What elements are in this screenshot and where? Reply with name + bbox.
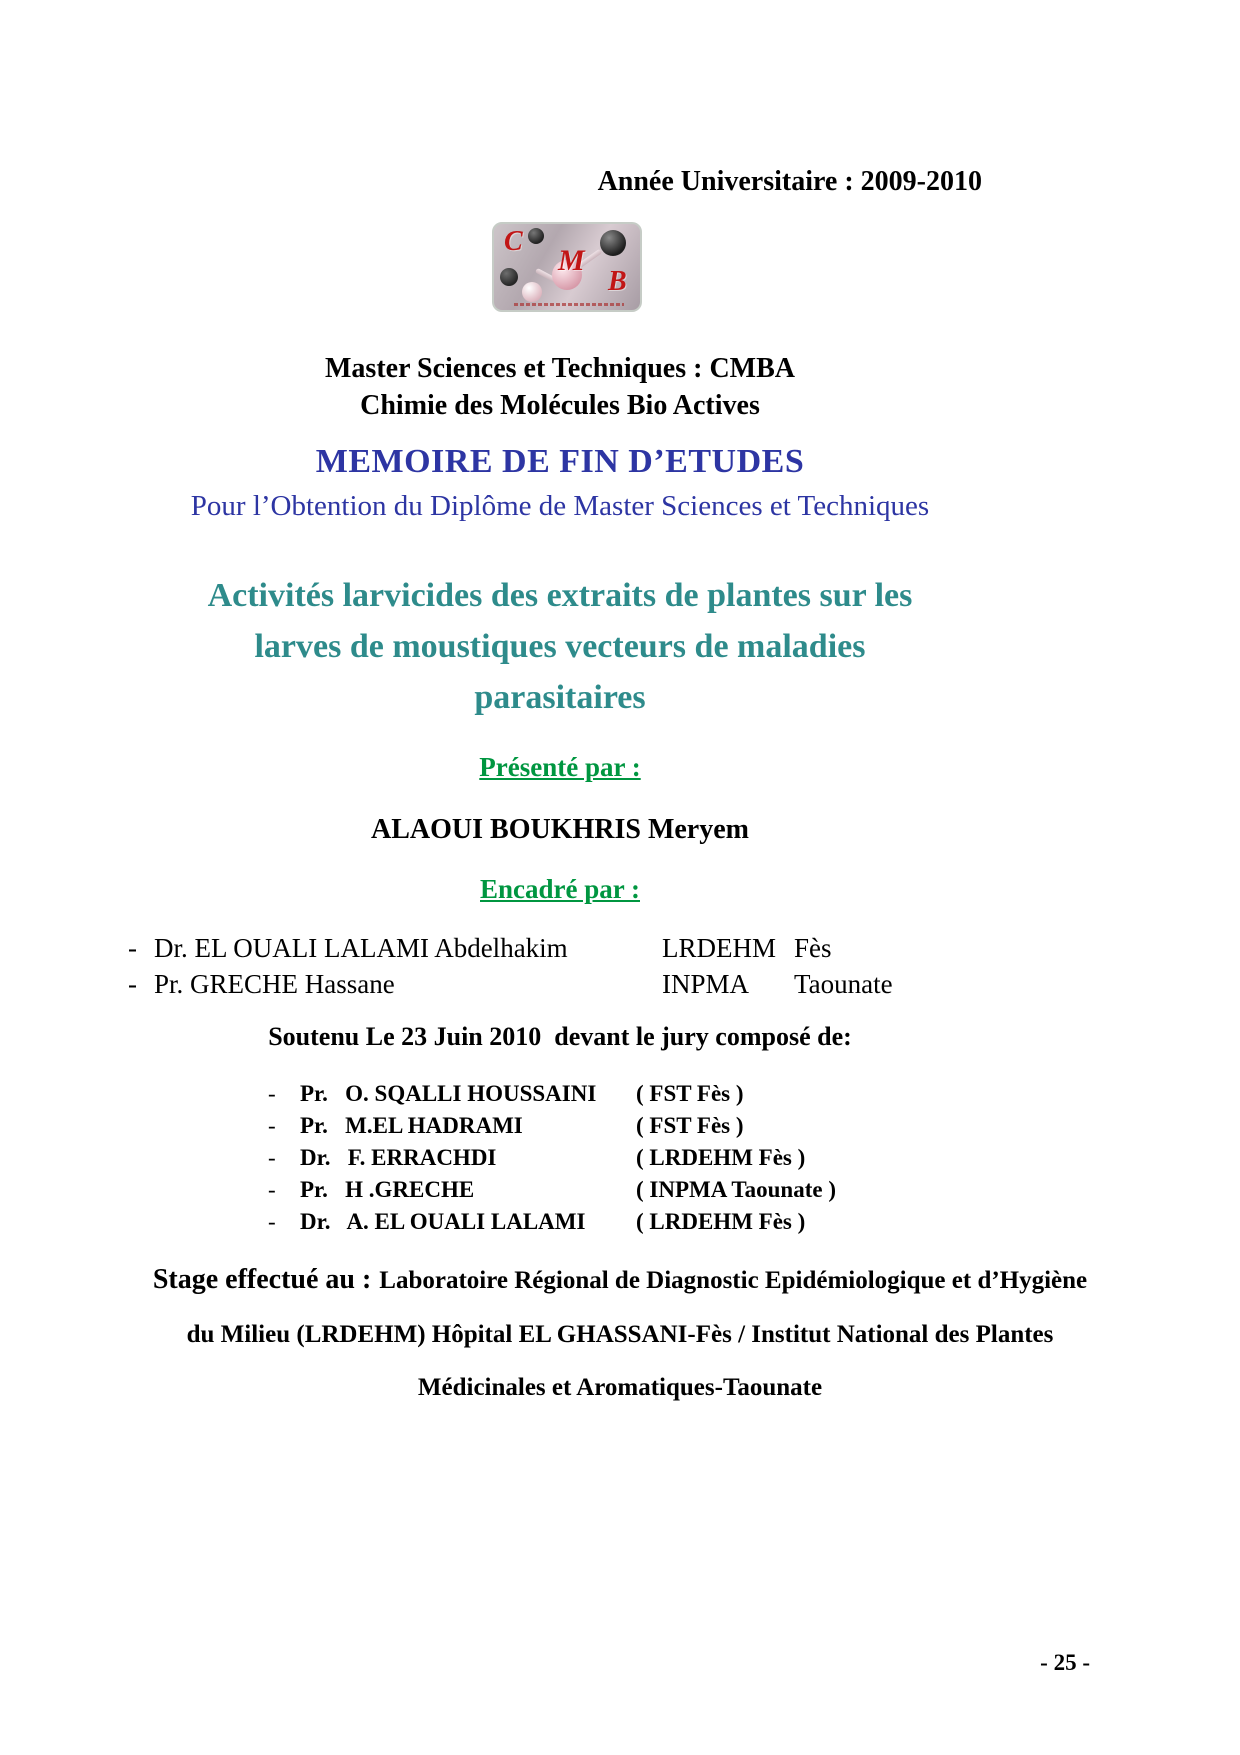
list-dash: - — [128, 933, 137, 963]
list-dash: - — [268, 1145, 276, 1170]
program-heading — [60, 350, 1060, 424]
supervisor-city: Fès — [794, 933, 832, 963]
list-dash: - — [128, 969, 137, 999]
jury-member-affiliation: ( FST Fès ) — [636, 1113, 744, 1138]
internship-line1 — [0, 1264, 1240, 1296]
jury-member-name: Pr. M.EL HADRAMI — [300, 1113, 523, 1138]
jury-member-name: Dr. F. ERRACHDI — [300, 1145, 497, 1170]
jury-row — [268, 1142, 836, 1174]
list-dash: - — [268, 1209, 276, 1234]
internship-section — [0, 1264, 1240, 1402]
list-dash: - — [268, 1113, 276, 1138]
jury-member-affiliation: ( INPMA Taounate ) — [636, 1177, 836, 1202]
logo-fine-print-line — [514, 303, 624, 306]
cmb-logo — [492, 222, 642, 312]
program-line2: Chimie des Molécules Bio Actives — [360, 390, 760, 421]
jury-row — [268, 1206, 836, 1238]
defense-heading: Soutenu Le 23 Juin 2010 devant le jury composé de: — [268, 1022, 852, 1051]
logo-letter-m: M — [558, 244, 585, 277]
internship-line1-text: Laboratoire Régional de Diagnostic Epidémiologique et d’Hygiène — [379, 1267, 1088, 1294]
jury-member-affiliation: ( FST Fès ) — [636, 1081, 744, 1106]
molecule-atom-icon — [500, 268, 518, 286]
jury-member-affiliation: ( LRDEHM Fès ) — [636, 1209, 806, 1234]
logo-letter-b: B — [608, 266, 627, 297]
memoire-subtitle: Pour l’Obtention du Diplôme de Master Sciences et Techniques — [190, 490, 930, 522]
supervisor-row — [128, 930, 893, 966]
list-dash: - — [268, 1177, 276, 1202]
thesis-title-line: larves de moustiques vecteurs de maladies — [254, 628, 866, 665]
supervisor-name: Pr. GRECHE Hassane — [154, 969, 395, 999]
program-line1: Master Sciences et Techniques : CMBA — [325, 353, 795, 384]
jury-member-name: Dr. A. EL OUALI LALAMI — [300, 1209, 586, 1234]
memoire-title: MEMOIRE DE FIN D’ETUDES — [315, 443, 805, 480]
list-dash: - — [268, 1081, 276, 1106]
jury-member-name: Pr. O. SQALLI HOUSSAINI — [300, 1081, 597, 1106]
jury-row — [268, 1110, 836, 1142]
jury-row — [268, 1078, 836, 1110]
jury-member-name: Pr. H .GRECHE — [300, 1177, 475, 1202]
presented-by-section — [60, 752, 1060, 783]
supervisors-list — [128, 930, 893, 1002]
supervised-by-section — [60, 874, 1060, 905]
jury-list — [268, 1078, 836, 1238]
logo-letter-c: C — [504, 226, 523, 257]
academic-year: Année Universitaire : 2009-2010 — [597, 166, 982, 197]
supervisor-name: Dr. EL OUALI LALAMI Abdelhakim — [154, 933, 568, 963]
supervisor-row — [128, 966, 893, 1002]
molecule-atom-icon — [522, 282, 542, 302]
thesis-title-line: Activités larvicides des extraits de plantes sur les — [207, 577, 913, 614]
page-number: - 25 - — [1040, 1650, 1090, 1675]
thesis-title — [60, 570, 1060, 723]
supervisor-city: Taounate — [794, 969, 893, 999]
molecule-atom-icon — [528, 228, 544, 244]
thesis-title-line: parasitaires — [474, 679, 646, 716]
internship-line3: Médicinales et Aromatiques-Taounate — [417, 1374, 823, 1401]
jury-row — [268, 1174, 836, 1206]
jury-member-affiliation: ( LRDEHM Fès ) — [636, 1145, 806, 1170]
supervisor-institution: LRDEHM — [662, 933, 776, 963]
memoire-heading — [60, 443, 1060, 523]
internship-label: Stage effectué au : — [152, 1264, 372, 1295]
internship-line2: du Milieu (LRDEHM) Hôpital EL GHASSANI-Fès / Institut National des Plantes — [186, 1321, 1054, 1348]
molecule-atom-icon — [600, 230, 626, 256]
supervisor-institution: INPMA — [662, 969, 750, 999]
presented-by-label: Présenté par : — [479, 752, 641, 782]
candidate-name: ALAOUI BOUKHRIS Meryem — [371, 814, 749, 845]
supervised-by-label: Encadré par : — [480, 874, 640, 904]
